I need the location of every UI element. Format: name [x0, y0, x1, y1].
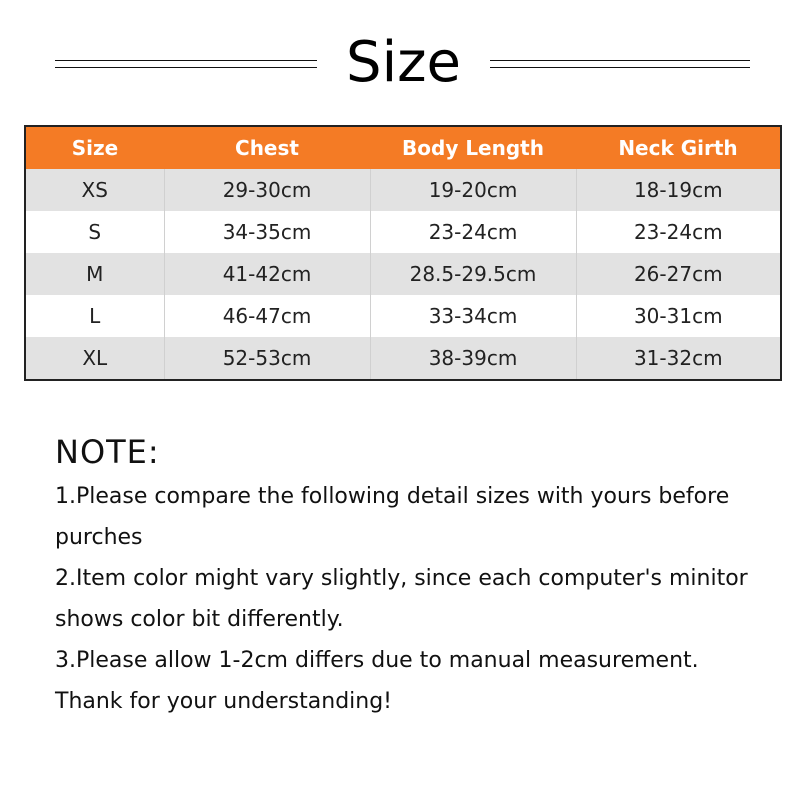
- note-line: 1.Please compare the following detail sizes with yours before: [55, 484, 730, 509]
- cell-neck-girth: 30-31cm: [576, 295, 781, 337]
- cell-body-length: 38-39cm: [370, 337, 576, 380]
- cell-chest: 29-30cm: [164, 169, 370, 211]
- cell-chest: 46-47cm: [164, 295, 370, 337]
- table-row: [25, 295, 781, 337]
- cell-size: S: [25, 211, 164, 253]
- cell-neck-girth: 23-24cm: [576, 211, 781, 253]
- note-line: Thank for your understanding!: [55, 689, 392, 714]
- title-rule-right: [490, 60, 750, 68]
- cell-size: XS: [25, 169, 164, 211]
- header-neck-girth: Neck Girth: [576, 126, 781, 169]
- cell-body-length: 19-20cm: [370, 169, 576, 211]
- page-title: Size: [346, 30, 461, 95]
- table-row: [25, 169, 781, 211]
- cell-size: XL: [25, 337, 164, 380]
- cell-chest: 52-53cm: [164, 337, 370, 380]
- notes-heading: NOTE:: [55, 433, 160, 471]
- note-line: 3.Please allow 1-2cm differs due to manual measurement.: [55, 648, 699, 673]
- header-size: Size: [25, 126, 164, 169]
- cell-body-length: 33-34cm: [370, 295, 576, 337]
- header-body-length: Body Length: [370, 126, 576, 169]
- cell-size: L: [25, 295, 164, 337]
- note-line: 2.Item color might vary slightly, since each computer's minitor: [55, 566, 748, 591]
- table-row: [25, 211, 781, 253]
- cell-chest: 34-35cm: [164, 211, 370, 253]
- notes-section: [55, 428, 775, 722]
- cell-size: M: [25, 253, 164, 295]
- size-table: [24, 125, 782, 381]
- header-chest: Chest: [164, 126, 370, 169]
- note-line: shows color bit differently.: [55, 607, 344, 632]
- cell-body-length: 23-24cm: [370, 211, 576, 253]
- cell-neck-girth: 31-32cm: [576, 337, 781, 380]
- table-header-row: [25, 126, 781, 169]
- title-rule-left: [55, 60, 317, 68]
- title-banner: [0, 30, 800, 100]
- cell-neck-girth: 18-19cm: [576, 169, 781, 211]
- cell-chest: 41-42cm: [164, 253, 370, 295]
- cell-body-length: 28.5-29.5cm: [370, 253, 576, 295]
- note-line: purches: [55, 525, 143, 550]
- cell-neck-girth: 26-27cm: [576, 253, 781, 295]
- table-row: [25, 253, 781, 295]
- table-row: [25, 337, 781, 380]
